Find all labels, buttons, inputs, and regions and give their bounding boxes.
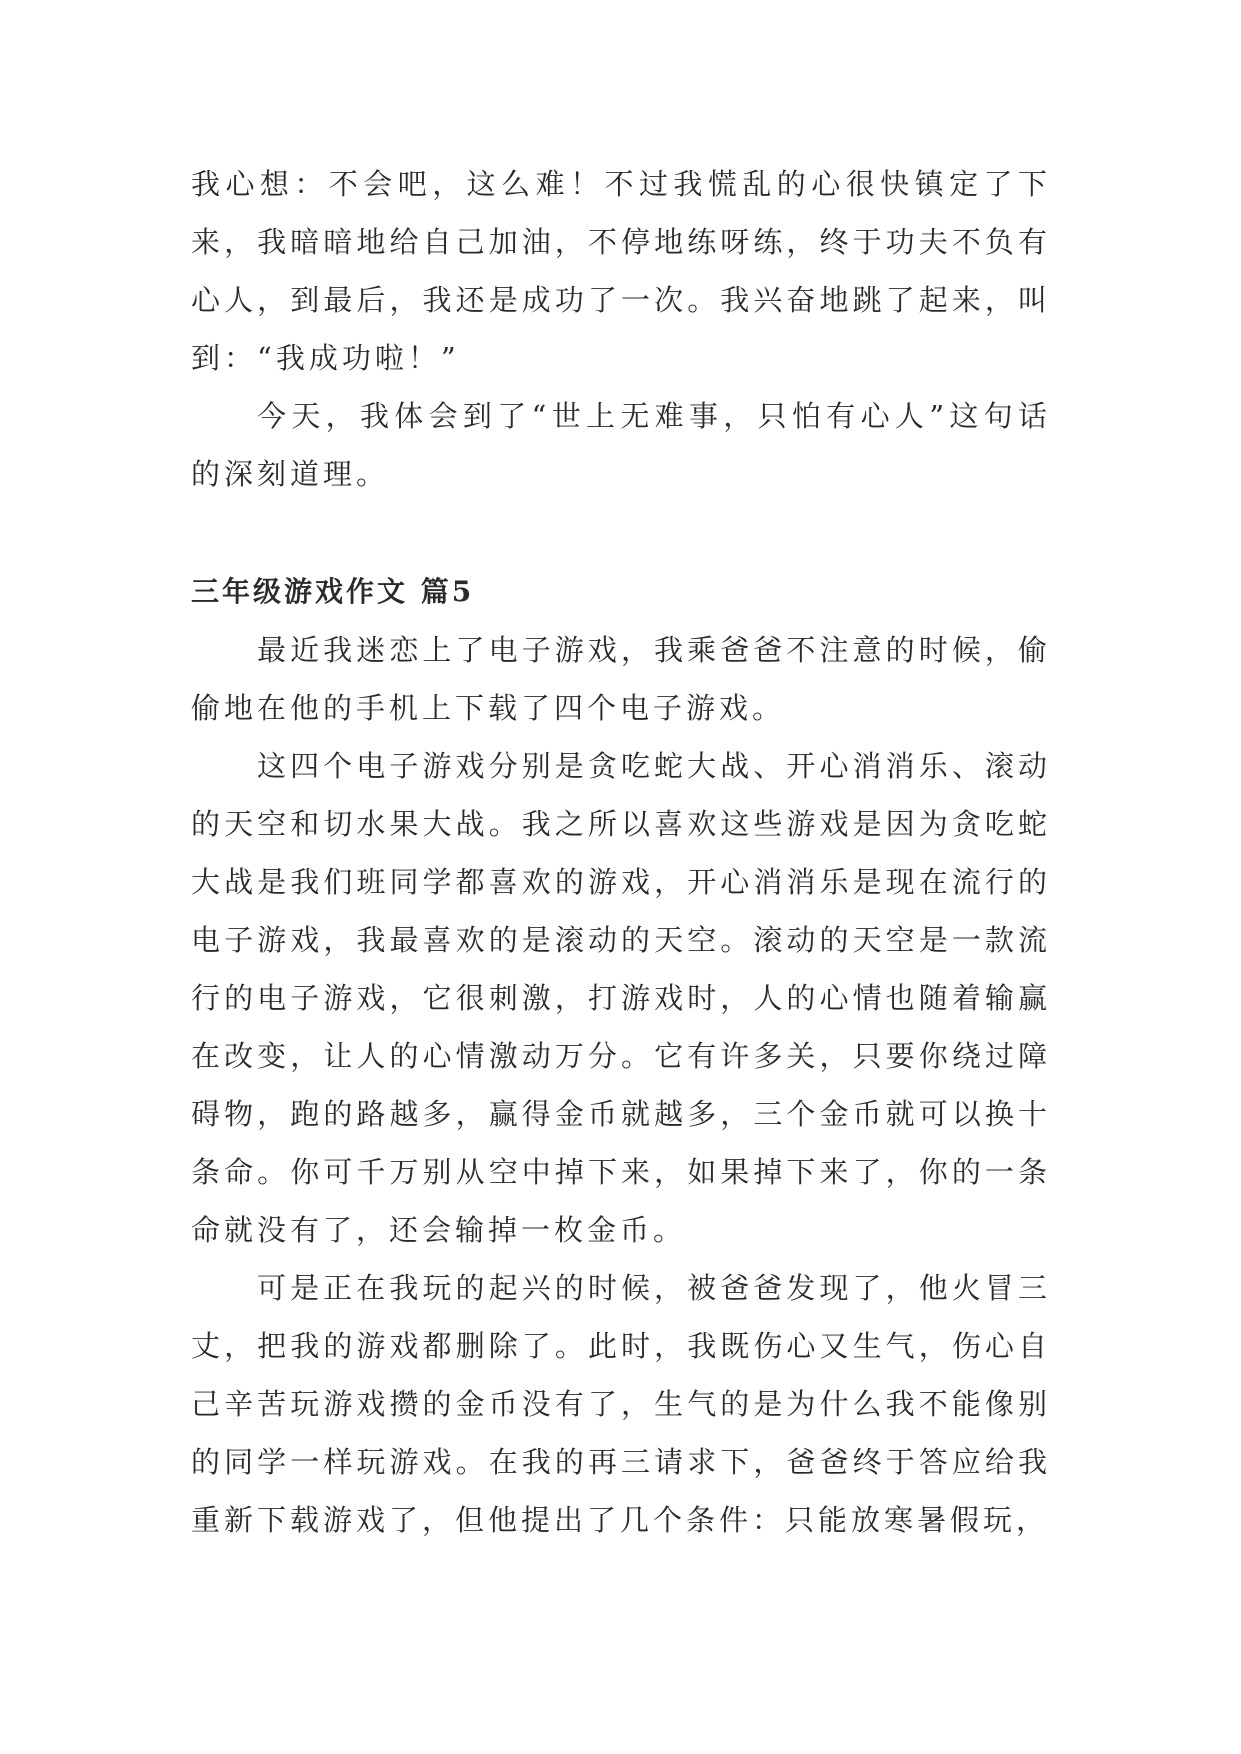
- section-heading: 三年级游戏作文 篇5: [191, 575, 475, 608]
- paragraph: 这四个电子游戏分别是贪吃蛇大战、开心消消乐、滚动的天空和切水果大战。我之所以喜欢这些游戏是因为贪吃蛇大战是我们班同学都喜欢的游戏，开心消消乐是现在流行的电子游戏，我最喜欢的是滚动的天空。滚动的天空是一款流行的电子游戏，它很刺激，打游戏时，人的心情也随着输赢在改变，让人的心情激动万分。它有许多关，只要你绕过障碍物，跑的路越多，赢得金币就越多，三个金币就可以换十条命。你可千万别从空中掉下来，如果掉下来了，你的一条命就没有了，还会输掉一枚金币。: [191, 749, 1051, 1247]
- paragraph-continued: 我心想：不会吧，这么难！不过我慌乱的心很快镇定了下来，我暗暗地给自己加油，不停地练呀练，终于功夫不负有心人，到最后，我还是成功了一次。我兴奋地跳了起来，叫到：“我成功啦！”: [191, 167, 1051, 375]
- paragraph: 最近我迷恋上了电子游戏，我乘爸爸不注意的时候，偷偷地在他的手机上下载了四个电子游戏。: [191, 633, 1051, 725]
- document-body: [191, 155, 1051, 1549]
- paragraph: 可是正在我玩的起兴的时候，被爸爸发现了，他火冒三丈，把我的游戏都删除了。此时，我既伤心又生气，伤心自己辛苦玩游戏攒的金币没有了，生气的是为什么我不能像别的同学一样玩游戏。在我的再三请求下，爸爸终于答应给我重新下载游戏了，但他提出了几个条件：只能放寒暑假玩，: [191, 1271, 1051, 1537]
- paragraph-conclusion: 今天，我体会到了“世上无难事，只怕有心人”这句话的深刻道理。: [191, 399, 1051, 491]
